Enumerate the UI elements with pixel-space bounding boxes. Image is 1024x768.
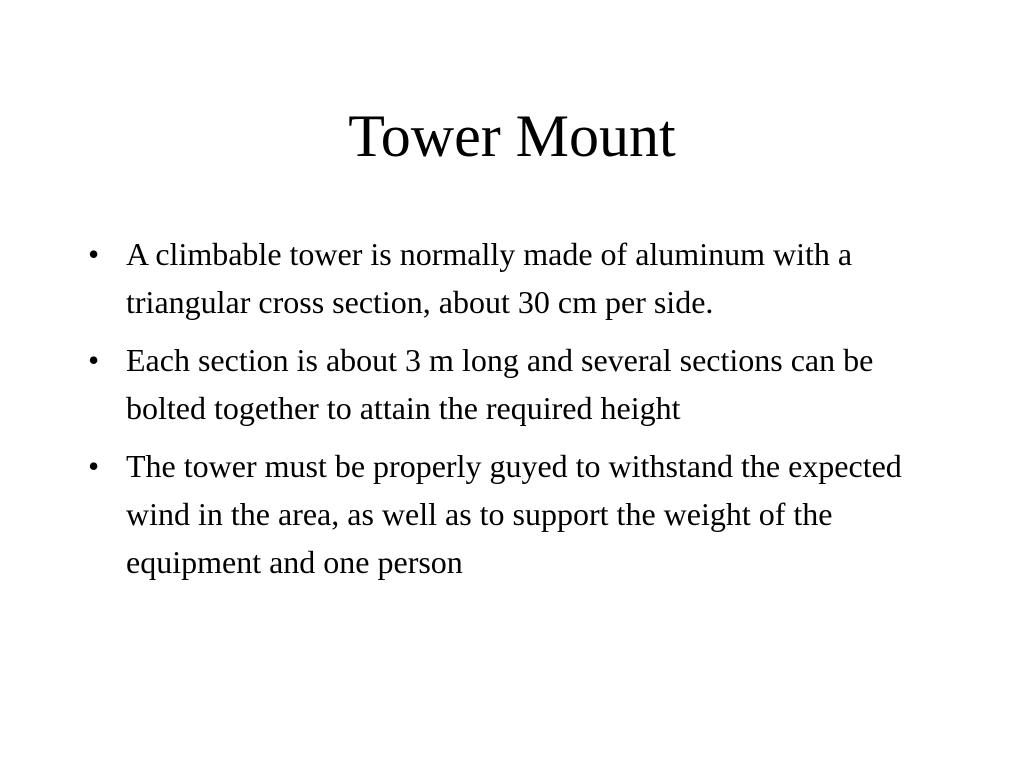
bullet-icon: • [88, 236, 100, 272]
bullet-item [88, 336, 958, 432]
bullet-list [88, 230, 958, 596]
bullet-item [88, 230, 958, 326]
bullet-icon: • [88, 448, 100, 484]
bullet-icon: • [88, 342, 100, 378]
bullet-text: The tower must be properly guyed to withstand the expected wind in the area, as well as to support the weight of the equipment and one person [126, 448, 902, 580]
bullet-text: A climbable tower is normally made of aluminum with a triangular cross section, about 30 cm per side. [126, 236, 853, 320]
slide-title: Tower Mount [348, 103, 676, 169]
bullet-item [88, 442, 958, 586]
bullet-text: Each section is about 3 m long and several sections can be bolted together to attain the required height [126, 342, 874, 426]
